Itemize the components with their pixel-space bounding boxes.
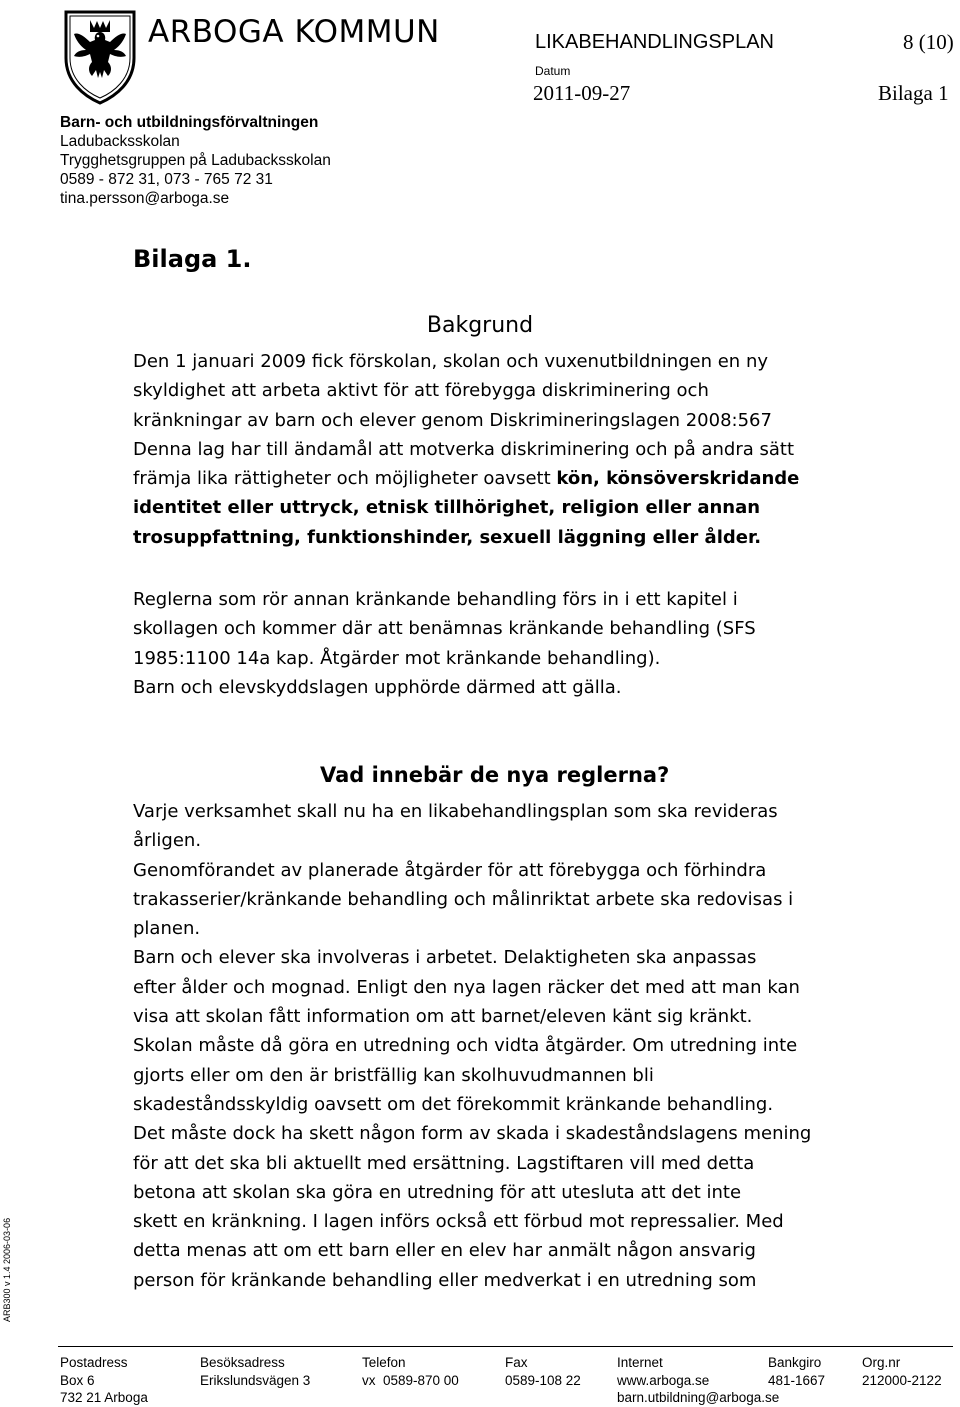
footer-email-link[interactable]: barn.utbildning@arboga.se (617, 1390, 780, 1405)
text-line: 1985:1100 14a kap. Åtgärder mot kränkande behandling). (133, 647, 661, 669)
footer-label: Besöksadress (200, 1355, 285, 1370)
footer-value: 732 21 Arboga (60, 1390, 148, 1405)
footer-label: Telefon (362, 1355, 406, 1370)
text-line: Varje verksamhet skall nu ha en likabehandlingsplan som ska revideras (133, 801, 778, 822)
text-line: Den 1 januari 2009 fick förskolan, skolan och vuxenutbildningen en ny (133, 351, 769, 372)
text-line: efter ålder och mognad. Enligt den nya lagen räcker det med att man kan (133, 976, 800, 998)
footer-postadress (60, 1354, 148, 1407)
text-line: gjorts eller om den är bristfällig kan skolhuvudmannen bli (133, 1064, 654, 1086)
text-line: trakasserier/kränkande behandling och målinriktat arbete ska redovisas i (133, 888, 794, 910)
text-bold: kön, könsöverskridande (556, 468, 800, 490)
coat-of-arms-logo (60, 6, 140, 106)
text-line: skollagen och kommer där att benämnas kränkande behandling (SFS (133, 618, 756, 640)
text-line: person för kränkande behandling eller medverkat i en utredning som (133, 1269, 757, 1291)
text-line: betona att skolan ska göra en utredning för att utesluta att det inte (133, 1181, 742, 1203)
text-line: Genomförandet av planerade åtgärder för att förebygga och förhindra (133, 859, 767, 881)
section-heading: Bilaga 1. (133, 245, 252, 273)
text-normal: främja lika rättigheter och möjligheter oavsett (133, 468, 557, 490)
text-line: skadeståndsskyldig oavsett om det förekommit kränkande behandling. (133, 1093, 774, 1115)
text-line: Barn och elever ska involveras i arbetet. Delaktigheten ska anpassas (133, 947, 757, 969)
footer-besoksadress (200, 1354, 310, 1389)
text-line: för att det ska bli aktuellt med ersättning. Lagstiftaren vill med detta (133, 1152, 755, 1174)
footer-label: Internet (617, 1355, 663, 1370)
text-line: planen. (133, 918, 201, 940)
footer-value: Erikslundsvägen 3 (200, 1372, 311, 1388)
footer-bankgiro (768, 1354, 825, 1389)
footer-label: Fax (505, 1355, 528, 1370)
date-value: 2011-09-27 (533, 81, 631, 105)
address-department: Barn- och utbildningsförvaltningen (60, 114, 319, 131)
text-line: kränkningar av barn och elever genom Diskrimineringslagen 2008:567 (133, 409, 772, 431)
paragraph-new-rules (133, 797, 923, 1295)
text-line: Skolan måste då göra en utredning och vidta åtgärder. Om utredning inte (133, 1035, 798, 1057)
footer-value: 212000-2122 (862, 1372, 942, 1388)
background-heading: Bakgrund (426, 313, 534, 338)
address-email: tina.persson@arboga.se (60, 190, 230, 207)
footer-label: Org.nr (862, 1355, 901, 1370)
footer-telefon (362, 1354, 459, 1389)
text-line: årligen. (133, 830, 202, 852)
paragraph-rules (133, 585, 923, 702)
question-heading: Vad innebär de nya reglerna? (320, 763, 670, 787)
footer-label: Bankgiro (768, 1355, 822, 1370)
text-line-bold: identitet eller uttryck, etnisk tillhörighet, religion eller annan (133, 497, 761, 519)
address-group: Trygghetsgruppen på Ladubacksskolan (60, 152, 331, 169)
footer-internet (617, 1354, 779, 1407)
text-line: visa att skolan fått information om att barnet/eleven känt sig kränkt. (133, 1006, 753, 1028)
footer-value: vx 0589-870 00 (362, 1372, 459, 1388)
document-title: LIKABEHANDLINGSPLAN (535, 31, 774, 53)
footer-divider (58, 1346, 953, 1347)
address-phone: 0589 - 872 31, 073 - 765 72 31 (60, 171, 273, 188)
footer-fax (505, 1354, 581, 1389)
footer-label: Postadress (60, 1355, 128, 1370)
text-line: Det måste dock ha skett någon form av skada i skadeståndslagens mening (133, 1123, 812, 1145)
footer-value: 481-1667 (768, 1372, 826, 1388)
date-label: Datum (535, 64, 571, 78)
address-school: Ladubacksskolan (60, 133, 180, 150)
footer-value: 0589-108 22 (505, 1372, 581, 1388)
text-line: skett en kränkning. I lagen införs också ett förbud mot repressalier. Med (133, 1211, 784, 1233)
page-number: 8 (10) (903, 30, 954, 54)
text-line: Barn och elevskyddslagen upphörde därmed att gälla. (133, 676, 622, 698)
form-version-code: ARB300 v 1.4 2006-03-06 (2, 1217, 12, 1322)
organization-name: ARBOGA KOMMUN (148, 14, 440, 50)
footer-website-link[interactable]: www.arboga.se (617, 1372, 710, 1388)
text-line: Denna lag har till ändamål att motverka diskriminering och på andra sätt (133, 438, 795, 460)
text-line: skyldighet att arbeta aktivt för att förebygga diskriminering och (133, 380, 709, 402)
text-line: Reglerna som rör annan kränkande behandling förs in i ett kapitel i (133, 589, 738, 610)
text-line-bold: trosuppfattning, funktionshinder, sexuell läggning eller ålder. (133, 526, 762, 548)
appendix-tag: Bilaga 1 (878, 81, 949, 105)
text-line: detta menas att om ett barn eller en elev har anmält någon ansvarig (133, 1240, 756, 1262)
text-line (133, 464, 923, 493)
footer-value: Box 6 (60, 1372, 95, 1388)
paragraph-background (133, 347, 923, 552)
footer-orgnr (862, 1354, 942, 1389)
